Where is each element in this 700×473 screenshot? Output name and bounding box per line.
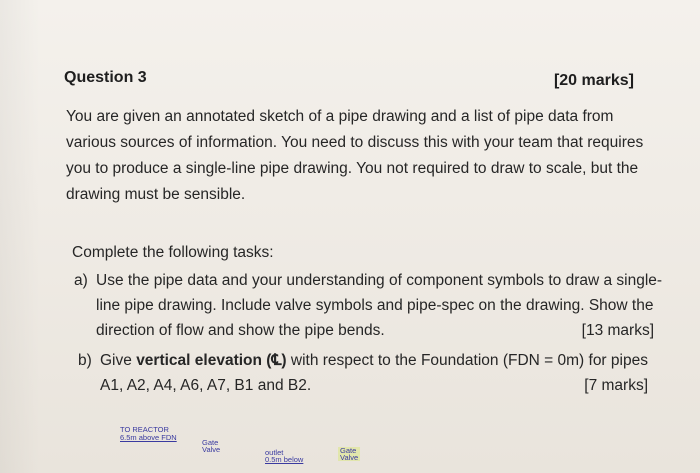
task-b-post: with respect to the Foundation (FDN = 0m) for pipes [286, 352, 648, 369]
sketch-text: 0.5m below [265, 455, 304, 464]
intro-line: you to produce a single-line pipe drawing. You not required to draw to scale, but the [66, 160, 639, 177]
intro-line: You are given an annotated sketch of a pipe drawing and a list of pipe data from [66, 108, 614, 125]
pipe-sketch [118, 420, 418, 473]
sketch-gate-valve-1 [202, 439, 220, 453]
page-shadow [0, 0, 40, 473]
intro-line: drawing must be sensible. [66, 186, 246, 203]
task-b-line2: A1, A2, A4, A6, A7, B1 and B2. [100, 377, 312, 394]
sketch-text: outlet [265, 448, 284, 457]
sketch-gate-valve-2 [338, 447, 360, 461]
sketch-text: 6.5m above FDN [120, 433, 177, 442]
task-b-pre: Give [100, 352, 137, 369]
tasks-heading: Complete the following tasks: [72, 244, 274, 261]
intro-line: various sources of information. You need to discuss this with your team that requires [66, 134, 644, 151]
sketch-text: TO REACTOR [120, 425, 169, 434]
task-b [78, 348, 648, 398]
question-title: Question 3 [64, 69, 147, 86]
sketch-text: Valve [202, 445, 221, 454]
task-a-line: direction of flow and show the pipe bends. [96, 322, 385, 339]
sketch-text: Gate [340, 446, 357, 455]
sketch-text: Gate [202, 438, 219, 447]
task-a-label: a) [74, 272, 88, 289]
task-b-label: b) [78, 352, 92, 369]
task-b-bold: vertical elevation (℄) [136, 352, 287, 369]
task-a-line: Use the pipe data and your understanding of component symbols to draw a single- [96, 272, 663, 289]
task-a-marks: [13 marks] [581, 322, 654, 339]
task-a-line: line pipe drawing. Include valve symbols and pipe-spec on the drawing. Show the [96, 297, 654, 314]
sketch-outlet-note [265, 449, 303, 463]
question-intro [66, 104, 666, 208]
task-a [74, 268, 663, 343]
task-b-marks: [7 marks] [584, 377, 648, 394]
sketch-text: Valve [340, 453, 359, 462]
sketch-reactor-note [120, 426, 177, 442]
question-marks: [20 marks] [553, 72, 634, 89]
